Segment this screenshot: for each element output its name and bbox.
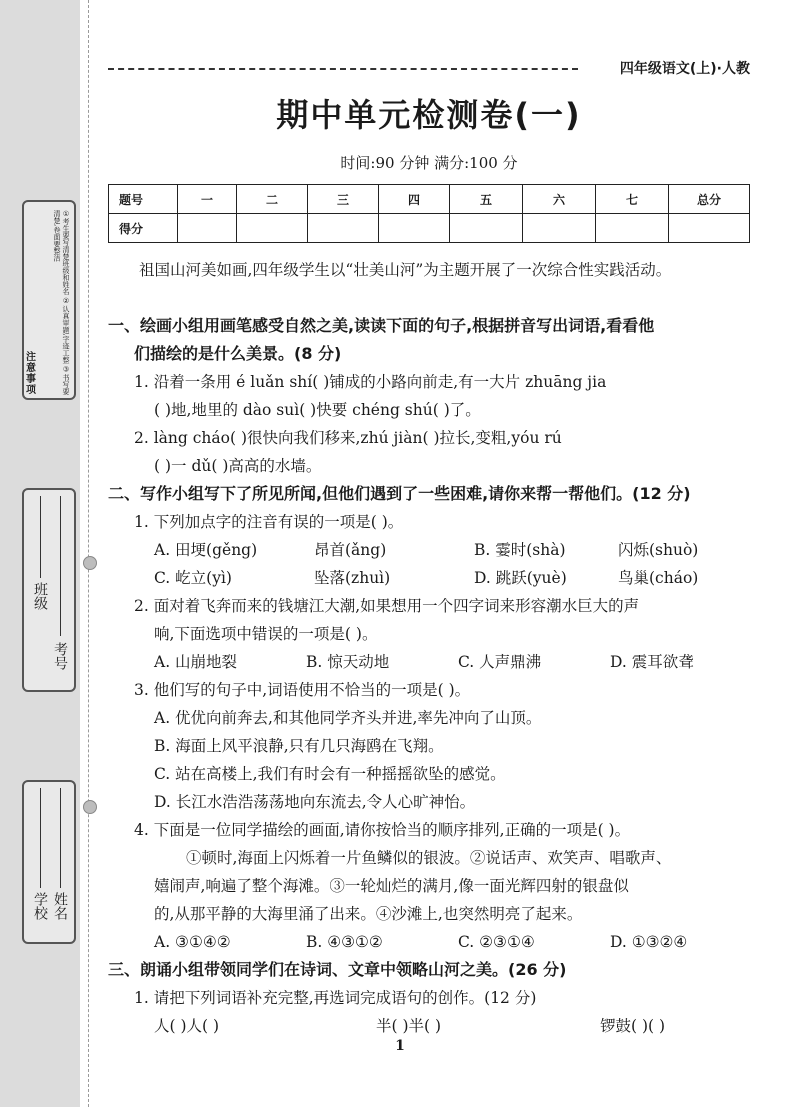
score-cell: 三 <box>308 185 379 214</box>
class-field-line <box>40 496 42 578</box>
score-cell: 六 <box>523 185 596 214</box>
question-text: ( )一 dǔ( )高高的水墙。 <box>154 457 322 475</box>
option: D. 跳跃(yuè) <box>474 569 567 587</box>
option: B. 霎时(shà) <box>474 541 566 559</box>
score-entry[interactable] <box>379 214 450 243</box>
option: A. 优优向前奔去,和其他同学齐头并进,率先冲向了山顶。 <box>154 709 542 727</box>
option: 鸟巢(cháo) <box>618 569 699 587</box>
name-label: 姓名 <box>52 892 68 920</box>
binding-hole <box>83 800 97 814</box>
fill-blank: 锣鼓( )( ) <box>600 1017 666 1035</box>
option: 坠落(zhuì) <box>314 569 391 587</box>
number-field-line <box>60 496 62 636</box>
notice-title: 注意事项 <box>26 352 36 396</box>
time-info: 时间:90 分钟 满分:100 分 <box>340 154 518 172</box>
section2-heading: 二、写作小组写下了所见所闻,但他们遇到了一些困难,请你来帮一帮他们。(12 分) <box>108 484 691 503</box>
number-label: 考号 <box>52 642 68 670</box>
school-field-line <box>40 788 42 888</box>
option: D. ①③②④ <box>610 933 688 951</box>
school-info-box <box>22 780 76 944</box>
question-text: 1. 请把下列词语补充完整,再选词完成语句的创作。(12 分) <box>134 989 537 1007</box>
subject-label: 四年级语文(上)·人教 <box>619 61 750 77</box>
question-text: 2. làng cháo( )很快向我们移来,zhú jiàn( )拉长,变粗,yóu rú <box>134 429 562 447</box>
score-entry[interactable] <box>450 214 523 243</box>
question-text: 1. 下列加点字的注音有误的一项是( )。 <box>134 513 404 531</box>
class-info-box <box>22 488 76 692</box>
option: D. 震耳欲聋 <box>610 653 694 671</box>
class-label: 班级 <box>32 582 48 610</box>
option: C. 人声鼎沸 <box>458 653 542 671</box>
score-entry[interactable] <box>237 214 308 243</box>
score-cell: 二 <box>237 185 308 214</box>
passage-text: 的,从那平静的大海里涌了出来。④沙滩上,也突然明亮了起来。 <box>154 905 583 923</box>
option: B. 惊天动地 <box>306 653 390 671</box>
option: C. ②③①④ <box>458 933 535 951</box>
question-text: ( )地,地里的 dào suì( )快要 chéng shú( )了。 <box>154 401 481 419</box>
question-text: 2. 面对着飞奔而来的钱塘江大潮,如果想用一个四字词来形容潮水巨大的声 <box>134 597 640 615</box>
question-text: 4. 下面是一位同学描绘的画面,请你按恰当的顺序排列,正确的一项是( )。 <box>134 821 631 839</box>
score-entry[interactable] <box>308 214 379 243</box>
passage-text: 嬉闹声,响遍了整个海滩。③一轮灿烂的满月,像一面光辉四射的银盘似 <box>154 877 629 895</box>
score-cell: 四 <box>379 185 450 214</box>
question-text: 3. 他们写的句子中,词语使用不恰当的一项是( )。 <box>134 681 471 699</box>
option: D. 长江水浩浩荡荡地向东流去,令人心旷神怡。 <box>154 793 476 811</box>
header-rule <box>108 68 578 70</box>
question-text: 1. 沿着一条用 é luǎn shí( )铺成的小路向前走,有一大片 zhuāng jia <box>134 373 607 391</box>
exam-title: 期中单元检测卷(一) <box>276 96 582 134</box>
intro-paragraph: 祖国山河美如画,四年级学生以“壮美山河”为主题开展了一次综合性实践活动。 <box>139 261 672 279</box>
score-cell: 题号 <box>109 185 178 214</box>
score-entry[interactable] <box>596 214 669 243</box>
option: 昂首(ǎng) <box>314 541 387 559</box>
fill-blank: 人( )人( ) <box>154 1017 220 1035</box>
cut-line <box>88 0 90 1107</box>
score-header-row <box>109 185 750 214</box>
score-entry[interactable] <box>669 214 750 243</box>
score-cell: 五 <box>450 185 523 214</box>
page-number: 1 <box>395 1038 405 1054</box>
section3-heading: 三、朗诵小组带领同学们在诗词、文章中领略山河之美。(26 分) <box>108 960 567 979</box>
option: C. 站在高楼上,我们有时会有一种摇摇欲坠的感觉。 <box>154 765 506 783</box>
section1-heading-cont: 们描绘的是什么美景。(8 分) <box>134 344 342 363</box>
notice-body: ①考生要写清楚班级和姓名 ②认真审题,字迹工整 ③书写要清楚,卷面要整洁 <box>53 210 70 395</box>
score-table <box>108 184 750 243</box>
option: 闪烁(shuò) <box>618 541 699 559</box>
score-value-row <box>109 214 750 243</box>
school-label: 学校 <box>32 892 48 920</box>
score-cell: 一 <box>178 185 237 214</box>
binding-hole <box>83 556 97 570</box>
option: A. 田埂(gěng) <box>154 541 258 559</box>
page-header <box>108 58 750 78</box>
fill-blank: 半( )半( ) <box>376 1017 442 1035</box>
score-entry[interactable] <box>178 214 237 243</box>
option: B. 海面上风平浪静,只有几只海鸥在飞翔。 <box>154 737 444 755</box>
notice-box <box>22 200 76 400</box>
name-field-line <box>60 788 62 888</box>
option: A. 山崩地裂 <box>154 653 238 671</box>
option: C. 屹立(yì) <box>154 569 232 587</box>
passage-text: ①顿时,海面上闪烁着一片鱼鳞似的银波。②说话声、欢笑声、唱歌声、 <box>186 849 672 867</box>
option: B. ④③①② <box>306 933 383 951</box>
section1-heading: 一、绘画小组用画笔感受自然之美,读读下面的句子,根据拼音写出词语,看看他 <box>108 316 655 335</box>
score-entry[interactable] <box>523 214 596 243</box>
option: A. ③①④② <box>154 933 231 951</box>
question-text: 响,下面选项中错误的一项是( )。 <box>154 625 378 643</box>
score-cell: 总分 <box>669 185 750 214</box>
score-row-label: 得分 <box>109 214 178 243</box>
score-cell: 七 <box>596 185 669 214</box>
